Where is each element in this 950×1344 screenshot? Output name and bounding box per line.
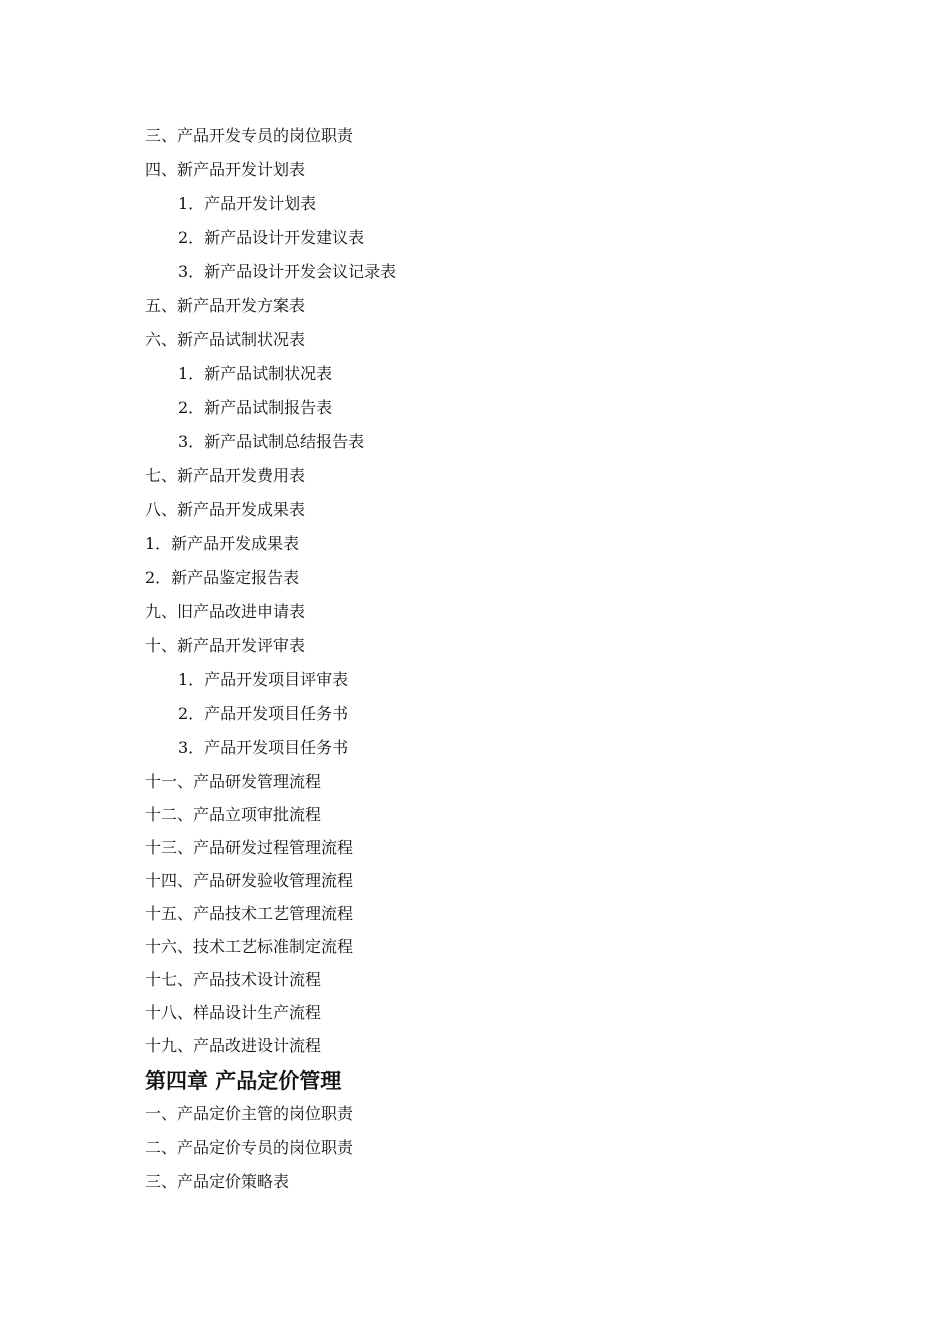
toc-item: 六、新产品试制状况表 bbox=[145, 330, 306, 349]
toc-item: 十八、样品设计生产流程 bbox=[145, 1003, 322, 1022]
toc-subitem: 3．新产品设计开发会议记录表 bbox=[178, 262, 397, 281]
toc-item: 十五、产品技术工艺管理流程 bbox=[145, 904, 354, 923]
toc-item: 五、新产品开发方案表 bbox=[145, 296, 306, 315]
toc-item: 八、新产品开发成果表 bbox=[145, 500, 306, 519]
toc-item: 十六、技术工艺标准制定流程 bbox=[145, 937, 354, 956]
toc-item: 三、产品开发专员的岗位职责 bbox=[145, 126, 354, 145]
toc-item: 十九、产品改进设计流程 bbox=[145, 1036, 322, 1055]
toc-item: 七、新产品开发费用表 bbox=[145, 466, 306, 485]
toc-subitem: 2．新产品试制报告表 bbox=[178, 398, 333, 417]
toc-item: 十二、产品立项审批流程 bbox=[145, 805, 322, 824]
toc-item: 十三、产品研发过程管理流程 bbox=[145, 838, 354, 857]
toc-item: 十、新产品开发评审表 bbox=[145, 636, 306, 655]
toc-item: 九、旧产品改进申请表 bbox=[145, 602, 306, 621]
toc-subitem: 2．新产品设计开发建议表 bbox=[178, 228, 365, 247]
toc-item: 四、新产品开发计划表 bbox=[145, 160, 306, 179]
toc-subitem: 3．新产品试制总结报告表 bbox=[178, 432, 365, 451]
chapter-heading: 第四章 产品定价管理 bbox=[145, 1069, 342, 1093]
toc-item: 十一、产品研发管理流程 bbox=[145, 772, 322, 791]
toc-item: 十七、产品技术设计流程 bbox=[145, 970, 322, 989]
toc-subitem: 1．产品开发项目评审表 bbox=[178, 670, 349, 689]
toc-subitem: 2．产品开发项目任务书 bbox=[178, 704, 349, 723]
table-of-contents bbox=[145, 124, 785, 1192]
toc-item: 一、产品定价主管的岗位职责 bbox=[145, 1104, 354, 1123]
toc-subitem: 1．新产品试制状况表 bbox=[178, 364, 333, 383]
toc-item: 十四、产品研发验收管理流程 bbox=[145, 871, 354, 890]
toc-subitem: 3．产品开发项目任务书 bbox=[178, 738, 349, 757]
toc-item: 2．新产品鉴定报告表 bbox=[145, 568, 300, 587]
toc-item: 二、产品定价专员的岗位职责 bbox=[145, 1138, 354, 1157]
toc-item: 1．新产品开发成果表 bbox=[145, 534, 300, 553]
toc-item: 三、产品定价策略表 bbox=[145, 1172, 290, 1191]
toc-subitem: 1．产品开发计划表 bbox=[178, 194, 317, 213]
